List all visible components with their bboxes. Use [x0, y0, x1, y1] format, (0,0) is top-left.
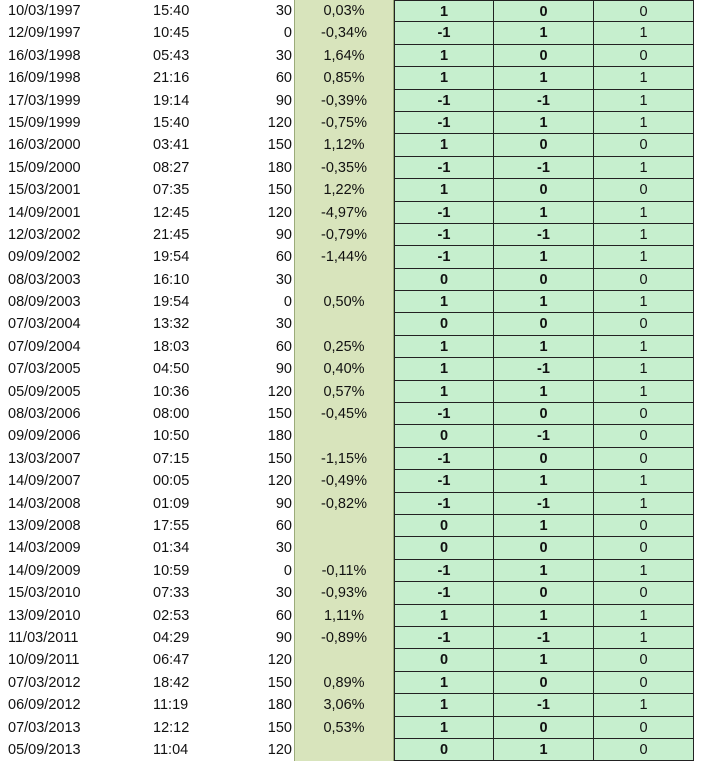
- value-cell[interactable]: 60: [275, 70, 292, 87]
- date-cell[interactable]: 15/09/1999: [8, 114, 81, 131]
- flag-c-cell[interactable]: 1: [594, 493, 694, 515]
- flag-a-cell[interactable]: 1: [394, 694, 494, 716]
- value-cell[interactable]: 120: [267, 473, 292, 490]
- percent-cell[interactable]: -0,89%: [294, 627, 394, 649]
- percent-cell[interactable]: -0,49%: [294, 470, 394, 492]
- flag-a-cell[interactable]: -1: [394, 582, 494, 604]
- table-row: [0, 605, 702, 627]
- table-row: [0, 694, 702, 716]
- flag-c-cell[interactable]: 0: [594, 269, 694, 291]
- percent-cell[interactable]: 0,85%: [294, 67, 394, 89]
- table-row: [0, 157, 702, 179]
- flag-c-cell[interactable]: 1: [594, 157, 694, 179]
- flag-b-cell[interactable]: 1: [494, 605, 594, 627]
- flag-b-cell[interactable]: 1: [494, 649, 594, 671]
- flag-c-cell[interactable]: 0: [594, 403, 694, 425]
- flag-a-cell[interactable]: 1: [394, 717, 494, 739]
- flag-a-cell[interactable]: -1: [394, 112, 494, 134]
- value-cell[interactable]: 180: [267, 428, 292, 445]
- percent-cell[interactable]: -0,75%: [294, 112, 394, 134]
- flag-a-cell[interactable]: 0: [394, 269, 494, 291]
- percent-cell[interactable]: [294, 649, 394, 671]
- flag-a-cell[interactable]: 1: [394, 134, 494, 156]
- flag-c-cell[interactable]: 1: [594, 112, 694, 134]
- flag-b-cell[interactable]: 1: [494, 291, 594, 313]
- flag-a-cell[interactable]: 0: [394, 515, 494, 537]
- value-cell[interactable]: 180: [267, 697, 292, 714]
- date-cell[interactable]: 14/03/2009: [8, 540, 81, 557]
- date-cell[interactable]: 09/09/2002: [8, 249, 81, 266]
- date-cell[interactable]: 12/09/1997: [8, 25, 81, 42]
- value-cell[interactable]: 60: [275, 607, 292, 624]
- value-cell[interactable]: 60: [275, 517, 292, 534]
- percent-cell[interactable]: -0,79%: [294, 224, 394, 246]
- percent-cell[interactable]: [294, 515, 394, 537]
- flag-c-cell[interactable]: 1: [594, 470, 694, 492]
- flag-b-cell[interactable]: 0: [494, 717, 594, 739]
- value-cell[interactable]: 120: [267, 114, 292, 131]
- percent-cell[interactable]: -0,82%: [294, 493, 394, 515]
- table-row: [0, 560, 702, 582]
- time-cell[interactable]: 01:34: [153, 540, 190, 557]
- flag-c-cell[interactable]: 1: [594, 224, 694, 246]
- value-cell[interactable]: 120: [267, 652, 292, 669]
- flag-a-cell[interactable]: 0: [394, 425, 494, 447]
- time-cell[interactable]: 10:36: [153, 383, 190, 400]
- percent-cell[interactable]: 1,64%: [294, 45, 394, 67]
- time-cell[interactable]: 07:15: [153, 450, 190, 467]
- value-cell[interactable]: 90: [275, 495, 292, 512]
- flag-a-cell[interactable]: 0: [394, 537, 494, 559]
- time-cell[interactable]: 08:27: [153, 159, 190, 176]
- date-cell[interactable]: 15/03/2010: [8, 585, 81, 602]
- time-cell[interactable]: 11:04: [153, 741, 189, 758]
- flag-b-cell[interactable]: 0: [494, 537, 594, 559]
- table-row: [0, 0, 702, 22]
- flag-a-cell[interactable]: -1: [394, 493, 494, 515]
- flag-c-cell[interactable]: 1: [594, 90, 694, 112]
- date-cell[interactable]: 15/03/2001: [8, 182, 81, 199]
- time-cell[interactable]: 00:05: [153, 473, 190, 490]
- percent-cell[interactable]: 0,89%: [294, 672, 394, 694]
- flag-b-cell[interactable]: 0: [494, 134, 594, 156]
- time-cell[interactable]: 11:19: [153, 697, 189, 714]
- date-cell[interactable]: 10/03/1997: [8, 3, 81, 19]
- flag-b-cell[interactable]: 1: [494, 336, 594, 358]
- flag-b-cell[interactable]: 1: [494, 112, 594, 134]
- table-row: [0, 470, 702, 492]
- date-cell[interactable]: 16/03/1998: [8, 47, 81, 64]
- table-row: [0, 224, 702, 246]
- table-row: [0, 90, 702, 112]
- time-cell[interactable]: 18:03: [153, 338, 190, 355]
- table-row: [0, 45, 702, 67]
- date-cell[interactable]: 13/03/2007: [8, 450, 81, 467]
- flag-a-cell[interactable]: 1: [394, 605, 494, 627]
- percent-cell[interactable]: 0,40%: [294, 358, 394, 380]
- date-cell[interactable]: 15/09/2000: [8, 159, 81, 176]
- date-cell[interactable]: 14/09/2001: [8, 204, 81, 221]
- flag-a-cell[interactable]: 0: [394, 313, 494, 335]
- flag-b-cell[interactable]: 1: [494, 470, 594, 492]
- value-cell[interactable]: 30: [275, 3, 292, 19]
- time-cell[interactable]: 01:09: [153, 495, 190, 512]
- flag-c-cell[interactable]: 0: [594, 448, 694, 470]
- time-cell[interactable]: 06:47: [153, 652, 190, 669]
- flag-c-cell[interactable]: 1: [594, 358, 694, 380]
- value-cell[interactable]: 120: [267, 383, 292, 400]
- time-cell[interactable]: 15:40: [153, 114, 190, 131]
- percent-cell[interactable]: -4,97%: [294, 202, 394, 224]
- flag-c-cell[interactable]: 0: [594, 134, 694, 156]
- flag-c-cell[interactable]: 1: [594, 627, 694, 649]
- flag-c-cell[interactable]: 0: [594, 537, 694, 559]
- flag-a-cell[interactable]: 1: [394, 291, 494, 313]
- value-cell[interactable]: 60: [275, 338, 292, 355]
- flag-c-cell[interactable]: 1: [594, 605, 694, 627]
- value-cell[interactable]: 150: [267, 137, 292, 154]
- flag-c-cell[interactable]: 0: [594, 45, 694, 67]
- flag-a-cell[interactable]: 1: [394, 179, 494, 201]
- flag-a-cell[interactable]: -1: [394, 90, 494, 112]
- flag-a-cell[interactable]: 1: [394, 381, 494, 403]
- flag-a-cell[interactable]: 1: [394, 45, 494, 67]
- table-row: [0, 739, 702, 761]
- date-cell[interactable]: 11/03/2011: [8, 629, 79, 646]
- percent-cell[interactable]: 0,53%: [294, 717, 394, 739]
- value-cell[interactable]: 120: [267, 741, 292, 758]
- flag-a-cell[interactable]: -1: [394, 448, 494, 470]
- table-row: [0, 649, 702, 671]
- percent-cell[interactable]: -0,93%: [294, 582, 394, 604]
- date-cell[interactable]: 09/09/2006: [8, 428, 81, 445]
- flag-c-cell[interactable]: 0: [594, 0, 694, 22]
- percent-cell[interactable]: -0,45%: [294, 403, 394, 425]
- time-cell[interactable]: 12:45: [153, 204, 190, 221]
- date-cell[interactable]: 08/03/2003: [8, 271, 81, 288]
- flag-b-cell[interactable]: 0: [494, 179, 594, 201]
- time-cell[interactable]: 13:32: [153, 316, 190, 333]
- flag-b-cell[interactable]: 1: [494, 67, 594, 89]
- flag-c-cell[interactable]: 1: [594, 381, 694, 403]
- date-cell[interactable]: 16/09/1998: [8, 70, 81, 87]
- flag-c-cell[interactable]: 1: [594, 202, 694, 224]
- table-row: [0, 672, 702, 694]
- time-cell[interactable]: 21:45: [153, 226, 190, 243]
- flag-b-cell[interactable]: 0: [494, 403, 594, 425]
- flag-a-cell[interactable]: -1: [394, 246, 494, 268]
- table-row: [0, 246, 702, 268]
- table-row: [0, 22, 702, 44]
- time-cell[interactable]: 19:54: [153, 294, 190, 311]
- percent-cell[interactable]: [294, 269, 394, 291]
- flag-c-cell[interactable]: 0: [594, 313, 694, 335]
- flag-b-cell[interactable]: 1: [494, 560, 594, 582]
- date-cell[interactable]: 13/09/2010: [8, 607, 81, 624]
- table-row: [0, 336, 702, 358]
- date-cell[interactable]: 14/09/2007: [8, 473, 81, 490]
- time-cell[interactable]: 07:33: [153, 585, 190, 602]
- date-cell[interactable]: 13/09/2008: [8, 517, 81, 534]
- table-row: [0, 134, 702, 156]
- value-cell[interactable]: 30: [275, 585, 292, 602]
- time-cell[interactable]: 15:40: [153, 3, 190, 19]
- flag-b-cell[interactable]: 1: [494, 202, 594, 224]
- value-cell[interactable]: 150: [267, 674, 292, 691]
- date-cell[interactable]: 14/03/2008: [8, 495, 81, 512]
- table-row: [0, 291, 702, 313]
- time-cell[interactable]: 04:29: [153, 629, 190, 646]
- date-cell[interactable]: 07/03/2013: [8, 719, 81, 736]
- flag-c-cell[interactable]: 0: [594, 649, 694, 671]
- table-row: [0, 403, 702, 425]
- table-row: [0, 717, 702, 739]
- date-cell[interactable]: 14/09/2009: [8, 562, 81, 579]
- flag-b-cell[interactable]: 1: [494, 22, 594, 44]
- value-cell[interactable]: 120: [267, 204, 292, 221]
- date-cell[interactable]: 07/09/2004: [8, 338, 81, 355]
- value-cell[interactable]: 0: [283, 294, 292, 311]
- table-row: [0, 515, 702, 537]
- flag-a-cell[interactable]: 0: [394, 739, 494, 761]
- flag-c-cell[interactable]: 1: [594, 22, 694, 44]
- flag-c-cell[interactable]: 1: [594, 67, 694, 89]
- date-cell[interactable]: 07/03/2005: [8, 361, 81, 378]
- flag-b-cell[interactable]: 0: [494, 313, 594, 335]
- table-row: [0, 67, 702, 89]
- flag-b-cell[interactable]: -1: [494, 157, 594, 179]
- percent-cell[interactable]: [294, 313, 394, 335]
- time-cell[interactable]: 19:14: [153, 92, 190, 109]
- percent-cell[interactable]: -0,11%: [294, 560, 394, 582]
- time-cell[interactable]: 10:45: [153, 25, 190, 42]
- table-row: [0, 627, 702, 649]
- flag-c-cell[interactable]: 0: [594, 582, 694, 604]
- flag-c-cell[interactable]: 1: [594, 246, 694, 268]
- percent-cell[interactable]: 1,22%: [294, 179, 394, 201]
- flag-c-cell[interactable]: 0: [594, 179, 694, 201]
- flag-c-cell[interactable]: 1: [594, 336, 694, 358]
- value-cell[interactable]: 150: [267, 719, 292, 736]
- flag-a-cell[interactable]: -1: [394, 22, 494, 44]
- time-cell[interactable]: 21:16: [153, 70, 190, 87]
- flag-b-cell[interactable]: 0: [494, 582, 594, 604]
- percent-cell[interactable]: 3,06%: [294, 694, 394, 716]
- date-cell[interactable]: 07/03/2012: [8, 674, 81, 691]
- flag-c-cell[interactable]: 1: [594, 291, 694, 313]
- flag-c-cell[interactable]: 0: [594, 425, 694, 447]
- flag-b-cell[interactable]: -1: [494, 627, 594, 649]
- date-cell[interactable]: 10/09/2011: [8, 652, 80, 669]
- date-cell[interactable]: 08/09/2003: [8, 294, 81, 311]
- table-row: [0, 381, 702, 403]
- flag-b-cell[interactable]: 0: [494, 0, 594, 22]
- percent-cell[interactable]: -0,35%: [294, 157, 394, 179]
- flag-a-cell[interactable]: -1: [394, 470, 494, 492]
- table-row: [0, 112, 702, 134]
- value-cell[interactable]: 30: [275, 540, 292, 557]
- time-cell[interactable]: 10:50: [153, 428, 190, 445]
- date-cell[interactable]: 05/09/2013: [8, 741, 81, 758]
- value-cell[interactable]: 60: [275, 249, 292, 266]
- time-cell[interactable]: 03:41: [153, 137, 190, 154]
- table-row: [0, 269, 702, 291]
- flag-c-cell[interactable]: 1: [594, 694, 694, 716]
- flag-b-cell[interactable]: 1: [494, 246, 594, 268]
- percent-cell[interactable]: 0,03%: [294, 0, 394, 22]
- table-row: [0, 179, 702, 201]
- time-cell[interactable]: 16:10: [153, 271, 190, 288]
- flag-b-cell[interactable]: 1: [494, 515, 594, 537]
- flag-b-cell[interactable]: 0: [494, 45, 594, 67]
- date-cell[interactable]: 17/03/1999: [8, 92, 81, 109]
- table-row: [0, 537, 702, 559]
- flag-a-cell[interactable]: -1: [394, 202, 494, 224]
- percent-cell[interactable]: -0,34%: [294, 22, 394, 44]
- percent-cell[interactable]: 0,50%: [294, 291, 394, 313]
- time-cell[interactable]: 18:42: [153, 674, 190, 691]
- percent-cell[interactable]: [294, 537, 394, 559]
- flag-a-cell[interactable]: 1: [394, 358, 494, 380]
- flag-a-cell[interactable]: -1: [394, 627, 494, 649]
- flag-a-cell[interactable]: -1: [394, 403, 494, 425]
- flag-a-cell[interactable]: -1: [394, 560, 494, 582]
- time-cell[interactable]: 05:43: [153, 47, 190, 64]
- percent-cell[interactable]: -1,44%: [294, 246, 394, 268]
- value-cell[interactable]: 150: [267, 406, 292, 423]
- flag-a-cell[interactable]: 1: [394, 67, 494, 89]
- time-cell[interactable]: 04:50: [153, 361, 190, 378]
- table-row: [0, 202, 702, 224]
- percent-cell[interactable]: -1,15%: [294, 448, 394, 470]
- flag-b-cell[interactable]: 0: [494, 448, 594, 470]
- value-cell[interactable]: 90: [275, 629, 292, 646]
- flag-b-cell[interactable]: -1: [494, 358, 594, 380]
- flag-a-cell[interactable]: -1: [394, 224, 494, 246]
- value-cell[interactable]: 30: [275, 271, 292, 288]
- percent-cell[interactable]: 0,57%: [294, 381, 394, 403]
- flag-a-cell[interactable]: -1: [394, 157, 494, 179]
- flag-b-cell[interactable]: 1: [494, 381, 594, 403]
- flag-b-cell[interactable]: 0: [494, 269, 594, 291]
- time-cell[interactable]: 02:53: [153, 607, 190, 624]
- table-row: [0, 448, 702, 470]
- value-cell[interactable]: 150: [267, 450, 292, 467]
- flag-c-cell[interactable]: 0: [594, 739, 694, 761]
- table-row: [0, 493, 702, 515]
- table-row: [0, 582, 702, 604]
- value-cell[interactable]: 0: [283, 562, 292, 579]
- flag-a-cell[interactable]: 0: [394, 649, 494, 671]
- percent-cell[interactable]: 1,12%: [294, 134, 394, 156]
- time-cell[interactable]: 07:35: [153, 182, 190, 199]
- value-cell[interactable]: 30: [275, 47, 292, 64]
- value-cell[interactable]: 90: [275, 361, 292, 378]
- value-cell[interactable]: 90: [275, 226, 292, 243]
- date-cell[interactable]: 05/09/2005: [8, 383, 81, 400]
- flag-b-cell[interactable]: -1: [494, 425, 594, 447]
- value-cell[interactable]: 150: [267, 182, 292, 199]
- table-row: [0, 313, 702, 335]
- flag-b-cell[interactable]: 1: [494, 739, 594, 761]
- value-cell[interactable]: 30: [275, 316, 292, 333]
- flag-c-cell[interactable]: 0: [594, 515, 694, 537]
- value-cell[interactable]: 180: [267, 159, 292, 176]
- time-cell[interactable]: 17:55: [153, 517, 190, 534]
- percent-cell[interactable]: -0,39%: [294, 90, 394, 112]
- table-row: [0, 358, 702, 380]
- table-row: [0, 425, 702, 447]
- date-cell[interactable]: 07/03/2004: [8, 316, 81, 333]
- flag-b-cell[interactable]: -1: [494, 90, 594, 112]
- date-cell[interactable]: 16/03/2000: [8, 137, 81, 154]
- flag-c-cell[interactable]: 0: [594, 672, 694, 694]
- flag-a-cell[interactable]: 1: [394, 672, 494, 694]
- flag-a-cell[interactable]: 1: [394, 0, 494, 22]
- date-cell[interactable]: 08/03/2006: [8, 406, 81, 423]
- flag-b-cell[interactable]: -1: [494, 493, 594, 515]
- flag-b-cell[interactable]: -1: [494, 224, 594, 246]
- time-cell[interactable]: 08:00: [153, 406, 190, 423]
- percent-cell[interactable]: [294, 739, 394, 761]
- percent-cell[interactable]: 0,25%: [294, 336, 394, 358]
- percent-cell[interactable]: 1,11%: [294, 605, 394, 627]
- flag-b-cell[interactable]: -1: [494, 694, 594, 716]
- time-cell[interactable]: 19:54: [153, 249, 190, 266]
- flag-c-cell[interactable]: 1: [594, 560, 694, 582]
- flag-b-cell[interactable]: 0: [494, 672, 594, 694]
- flag-c-cell[interactable]: 0: [594, 717, 694, 739]
- time-cell[interactable]: 12:12: [153, 719, 190, 736]
- percent-cell[interactable]: [294, 425, 394, 447]
- value-cell[interactable]: 0: [283, 25, 292, 42]
- value-cell[interactable]: 90: [275, 92, 292, 109]
- date-cell[interactable]: 06/09/2012: [8, 697, 81, 714]
- date-cell[interactable]: 12/03/2002: [8, 226, 81, 243]
- flag-a-cell[interactable]: 1: [394, 336, 494, 358]
- time-cell[interactable]: 10:59: [153, 562, 190, 579]
